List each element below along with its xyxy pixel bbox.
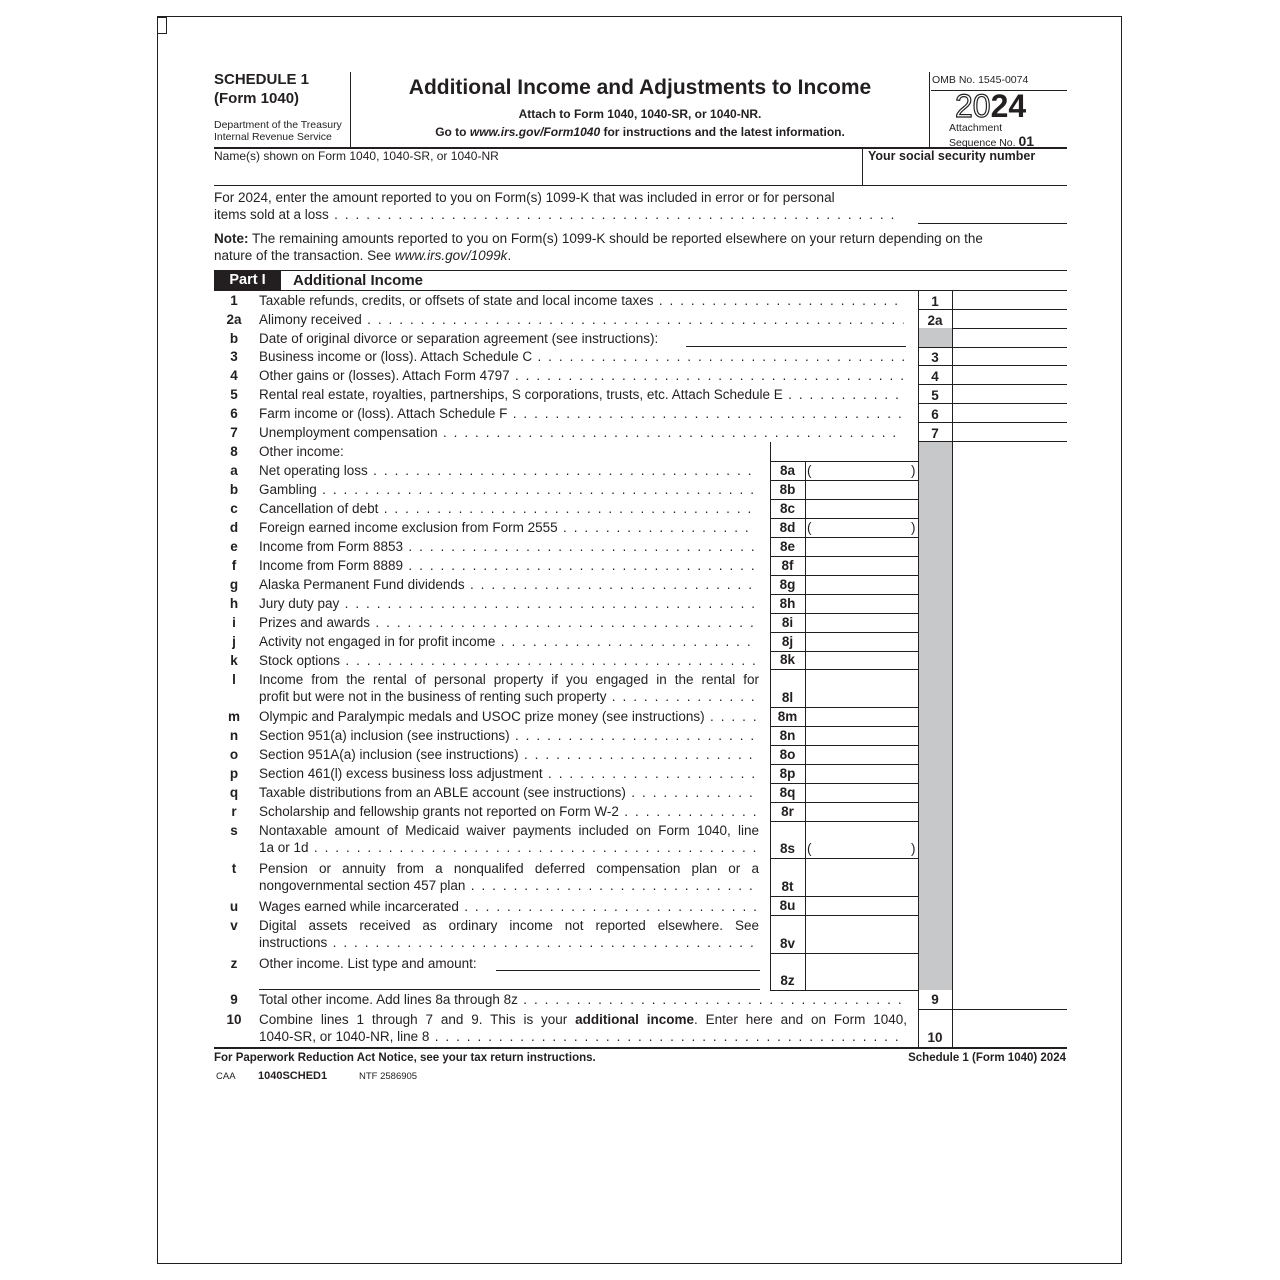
line-8t-box: 8t [781, 879, 794, 894]
line-8c-text [259, 501, 756, 517]
line-10-text [259, 1012, 907, 1028]
line-8o-number: o [229, 747, 239, 762]
divorce-date-input[interactable] [686, 330, 906, 346]
line-3-text [259, 349, 904, 365]
line-2a-box: 2a [927, 313, 943, 328]
line-7-number: 7 [230, 425, 238, 440]
line-8f-number: f [231, 558, 237, 573]
line-8p-box: 8p [779, 766, 796, 781]
line-8d-text [259, 520, 756, 536]
form-bottom-rule [214, 1047, 1067, 1049]
line-8t-text2 [259, 878, 756, 894]
line-8z-amount[interactable] [806, 972, 917, 989]
line-8z-box: 8z [780, 973, 795, 988]
line-8d-label: Foreign earned income exclusion from Form 2555 [259, 520, 558, 535]
line-8-number: 8 [230, 444, 238, 459]
line-8k-text [259, 653, 756, 669]
year-light: 20 [955, 88, 991, 124]
line-8u-label: Wages earned while incarcerated [259, 899, 459, 914]
line-5-label: Rental real estate, royalties, partnerships, S corporations, trusts, etc. Attach Schedule E [259, 387, 783, 402]
line-8n-amount[interactable] [806, 727, 917, 744]
line-b-number: b [229, 331, 239, 346]
part1-badge: Part I [214, 271, 281, 290]
line-8u-box: 8u [779, 898, 796, 913]
line-8b-box: 8b [779, 482, 796, 497]
note-line2 [214, 248, 511, 263]
line-8s-box: 8s [779, 841, 796, 856]
line-1-box: 1 [931, 294, 939, 309]
line-8f-text [259, 558, 756, 574]
line-3-number: 3 [230, 349, 238, 364]
line-8v-label2: instructions [259, 935, 328, 950]
goto-instruction [352, 125, 928, 139]
line-8l-label2: profit but were not in the business of renting such property [259, 689, 607, 704]
line-8v-rule [770, 953, 918, 954]
line-8b-amount[interactable] [806, 481, 917, 498]
k-notice-line2-text: items sold at a loss [214, 207, 329, 222]
line-8h-text [259, 596, 756, 612]
box-col-right-rule [952, 290, 953, 442]
line-8p-number: p [229, 766, 239, 781]
line-10-box: 10 [927, 1030, 943, 1045]
line-8v-number: v [230, 918, 238, 933]
line-8i-label: Prizes and awards [259, 615, 371, 630]
line-8t-label2: nongovernmental section 457 plan [259, 878, 466, 893]
other-income-type-rule [496, 970, 760, 971]
line-10-label2: 1040-SR, or 1040-NR, line 8 [259, 1029, 430, 1044]
line-3-box: 3 [931, 350, 939, 365]
line-9-label: Total other income. Add lines 8a through 8z [259, 992, 518, 1007]
line-8j-label: Activity not engaged in for profit income [259, 634, 496, 649]
line-8q-amount[interactable] [806, 784, 917, 801]
line-8i-number: i [232, 615, 236, 630]
k-amount-rule [918, 223, 1067, 224]
open-paren: ( [807, 463, 812, 478]
line-8o-text [259, 747, 756, 763]
form-title: Additional Income and Adjustments to Income [408, 76, 872, 99]
line-8b-text [259, 482, 756, 498]
line-8j-text [259, 634, 756, 650]
form-code: 1040SCHED1 [258, 1070, 328, 1082]
line-8g-number: g [229, 577, 239, 592]
line-8n-text [259, 728, 756, 744]
line-2a-number: 2a [226, 312, 242, 327]
line-10-number: 10 [226, 1012, 242, 1027]
line-1-number: 1 [230, 293, 238, 308]
1099k-link[interactable]: www.irs.gov/1099k [394, 248, 508, 263]
line-8t-number: t [231, 861, 237, 876]
line-8m-text [259, 709, 756, 725]
line-8a-amount[interactable] [806, 462, 917, 479]
line-8g-amount[interactable] [806, 576, 917, 593]
k-amount-input[interactable] [918, 203, 1066, 223]
shade-right-rule [952, 442, 953, 1047]
line-8n-box: 8n [779, 728, 796, 743]
line-8q-label: Taxable distributions from an ABLE account (see instructions) [259, 785, 626, 800]
sequence-number: 01 [1018, 133, 1035, 149]
line-8z-label: Other income. List type and amount: [259, 956, 477, 971]
line-8v-text2 [259, 935, 756, 951]
box-col-left-rule [918, 290, 919, 442]
line-8q-number: q [229, 785, 239, 800]
line-8a-number: a [230, 463, 238, 478]
line-8c-box: 8c [779, 501, 796, 516]
line-8h-amount[interactable] [806, 595, 917, 612]
line-2a-text [259, 312, 904, 328]
k-notice-line1: For 2024, enter the amount reported to you on Form(s) 1099-K that was included in error or for personal [214, 190, 835, 205]
name-label: Name(s) shown on Form 1040, 1040-SR, or 1040-NR [214, 149, 499, 163]
header-divider-left [350, 72, 351, 147]
sequence-text: Sequence No. [949, 137, 1016, 149]
line-1-text [259, 293, 904, 309]
tax-year [955, 88, 1026, 124]
line-7-label: Unemployment compensation [259, 425, 438, 440]
line-5-text [259, 387, 904, 403]
form-label: (Form 1040) [214, 90, 300, 107]
line-8z-number: z [230, 956, 238, 971]
line-8f-label: Income from Form 8889 [259, 558, 404, 573]
line-8k-label: Stock options [259, 653, 341, 668]
line-8n-label: Section 951(a) inclusion (see instructions) [259, 728, 510, 743]
line-8o-box: 8o [779, 747, 796, 762]
line-2a-label: Alimony received [259, 312, 362, 327]
line-8s-rule [770, 858, 918, 859]
line-8t-text [259, 861, 759, 877]
line-8u-amount[interactable] [806, 897, 917, 914]
line-10-text2 [259, 1029, 904, 1045]
line-1-label: Taxable refunds, credits, or offsets of state and local income taxes [259, 293, 654, 308]
ssn-label: Your social security number [868, 149, 1036, 163]
line-8p-text [259, 766, 756, 782]
line-8r-amount[interactable] [806, 803, 917, 820]
line-8a-label: Net operating loss [259, 463, 368, 478]
line-4-number: 4 [230, 368, 238, 383]
close-paren: ) [911, 520, 916, 535]
other-income-type-input[interactable] [496, 954, 760, 970]
line-8s-number: s [230, 823, 238, 838]
line-10-text-b: . Enter here and on Form 1040, [694, 1012, 907, 1027]
line-8i-box: 8i [781, 615, 794, 630]
line-6-amount[interactable] [953, 404, 1066, 421]
line-2a-amount[interactable] [953, 310, 1066, 327]
line-8j-number: j [232, 634, 236, 649]
line-6-label: Farm income or (loss). Attach Schedule F [259, 406, 508, 421]
line-8i-text [259, 615, 756, 631]
line-b-text [259, 331, 689, 347]
line-5-amount[interactable] [953, 385, 1066, 402]
line-6-box: 6 [931, 407, 939, 422]
line-10-text-bold: additional income [575, 1012, 695, 1027]
line-8t-label: Pension or annuity from a nonqualifed deferred compensation plan or a [259, 861, 759, 876]
line-8p-amount[interactable] [806, 765, 917, 782]
line-8o-label: Section 951A(a) inclusion (see instructions) [259, 747, 519, 762]
line-8r-text [259, 804, 756, 820]
shaded-cell-2b [919, 328, 952, 347]
name-row-rule [214, 185, 1067, 186]
goto-prefix: Go to [435, 125, 470, 139]
line-8e-text [259, 539, 756, 555]
line-8d-amount[interactable] [806, 519, 917, 536]
line-8h-number: h [229, 596, 239, 611]
line-8i-amount[interactable] [806, 614, 917, 631]
line-8g-box: 8g [779, 577, 796, 592]
k-notice-line2 [214, 207, 902, 223]
line-8m-amount[interactable] [806, 708, 917, 725]
line-7-text [259, 425, 904, 441]
line-8e-label: Income from Form 8853 [259, 539, 404, 554]
ssn-input[interactable] [868, 163, 1065, 184]
line-8s-amount[interactable] [806, 840, 917, 857]
close-paren: ) [911, 463, 916, 478]
line-4-box: 4 [931, 369, 939, 384]
line-10-amount[interactable] [953, 1010, 1066, 1046]
note-label: Note: [214, 231, 249, 246]
line-8b-number: b [229, 482, 239, 497]
line-8m-box: 8m [777, 709, 798, 724]
line-8k-rule [770, 669, 918, 670]
line-8k-amount[interactable] [806, 651, 917, 668]
other-income-list-rule [259, 989, 760, 990]
shaded-column-8 [919, 442, 952, 990]
name-input[interactable] [214, 163, 860, 184]
line-8e-amount[interactable] [806, 538, 917, 555]
goto-suffix: for instructions and the latest information. [600, 125, 845, 139]
line-8p-label: Section 461(l) excess business loss adjustment [259, 766, 543, 781]
line-8l-text [259, 672, 759, 688]
name-ssn-divider [862, 148, 863, 185]
line-8v-box: 8v [779, 936, 796, 951]
line-9-text [259, 992, 904, 1008]
year-bold: 24 [990, 88, 1027, 124]
line-4-label: Other gains or (losses). Attach Form 4797 [259, 368, 510, 383]
line-8z-text [259, 956, 495, 972]
line-8o-amount[interactable] [806, 746, 917, 763]
form1040-link[interactable]: www.irs.gov/Form1040 [469, 125, 601, 139]
line-8m-label: Olympic and Paralympic medals and USOC prize money (see instructions) [259, 709, 705, 724]
line-9-box: 9 [931, 992, 939, 1007]
line-8a-text [259, 463, 756, 479]
caa-code: CAA [216, 1071, 236, 1082]
omb-number: OMB No. 1545-0074 [932, 74, 1029, 86]
line-8g-text [259, 577, 756, 593]
line-8l-number: l [232, 672, 236, 687]
line-8v-text [259, 918, 759, 934]
line-8s-text2 [259, 840, 756, 856]
paperwork-notice: For Paperwork Reduction Act Notice, see your tax return instructions. [214, 1052, 596, 1064]
sub-box-mid-rule [805, 461, 806, 990]
line-8-label: Other income: [259, 444, 344, 459]
line-8r-label: Scholarship and fellowship grants not reported on Form W-2 [259, 804, 619, 819]
divorce-date-rule [686, 346, 906, 347]
line-6-number: 6 [230, 406, 238, 421]
line-8l-text2 [259, 689, 756, 705]
line-8z-rule [770, 990, 918, 991]
line-8e-box: 8e [779, 539, 796, 554]
line-10-text-a: Combine lines 1 through 7 and 9. This is your [259, 1012, 576, 1027]
line-8t-amount[interactable] [806, 878, 917, 895]
line-9-amount[interactable] [953, 991, 1066, 1008]
schedule-reference: Schedule 1 (Form 1040) 2024 [908, 1052, 1066, 1064]
line-b-label: Date of original divorce or separation agreement (see instructions): [259, 331, 659, 346]
line-8-text [259, 444, 689, 460]
note-text: The remaining amounts reported to you on Form(s) 1099-K should be reported elsewhere on your return depending on the [248, 231, 983, 246]
line-9-number: 9 [230, 992, 238, 1007]
dept-line2: Internal Revenue Service [214, 131, 332, 143]
line-8q-text [259, 785, 756, 801]
line-8j-amount[interactable] [806, 633, 917, 650]
dept-line1: Department of the Treasury [214, 119, 342, 131]
corner-mark [157, 17, 167, 34]
line-5-box: 5 [931, 388, 939, 403]
line-7-box: 7 [931, 426, 939, 441]
line-8s-label: Nontaxable amount of Medicaid waiver payments included on Form 1040, line [259, 823, 759, 838]
line-8u-rule [770, 915, 918, 916]
line-4-text [259, 368, 904, 384]
line-6-text [259, 406, 904, 422]
line-8n-number: n [229, 728, 239, 743]
header-divider-right [929, 72, 930, 147]
line-8c-number: c [230, 501, 238, 516]
line-8r-box: 8r [781, 804, 794, 819]
line-8f-amount[interactable] [806, 557, 917, 574]
line-7-amount[interactable] [953, 423, 1066, 440]
line-8h-box: 8h [779, 596, 796, 611]
attachment-label: Attachment [949, 122, 1003, 134]
line-8s-label2: 1a or 1d [259, 840, 309, 855]
line-8u-text [259, 899, 756, 915]
line-8a-box: 8a [779, 463, 796, 478]
line-8s-text [259, 823, 759, 839]
line-8l-label: Income from the rental of personal property if you engaged in the rental for [259, 672, 759, 687]
open-paren: ( [807, 520, 812, 535]
line-8v-amount[interactable] [806, 935, 917, 952]
sub-box-top-rule [770, 461, 918, 462]
note-line2-prefix: nature of the transaction. See [214, 248, 395, 263]
line-8k-number: k [230, 653, 238, 668]
line-8c-label: Cancellation of debt [259, 501, 379, 516]
line-3-label: Business income or (loss). Attach Schedule C [259, 349, 533, 364]
close-paren: ) [911, 841, 916, 856]
line-8q-box: 8q [779, 785, 796, 800]
line-8f-box: 8f [781, 558, 794, 573]
line-8u-number: u [229, 899, 239, 914]
line-8b-label: Gambling [259, 482, 317, 497]
part1-title-rule [214, 290, 1067, 291]
line-8c-amount[interactable] [806, 500, 917, 517]
open-paren: ( [807, 841, 812, 856]
attach-instruction: Attach to Form 1040, 1040-SR, or 1040-NR. [518, 107, 762, 121]
line-8m-number: m [227, 709, 240, 724]
line-8l-amount[interactable] [806, 689, 917, 706]
line-8e-number: e [230, 539, 238, 554]
line-8d-box: 8d [779, 520, 796, 535]
line-8v-label: Digital assets received as ordinary income not reported elsewhere. See [259, 918, 759, 933]
note-line1 [214, 231, 983, 246]
shade-left-rule [918, 442, 919, 1047]
line-8g-label: Alaska Permanent Fund dividends [259, 577, 465, 592]
line-8d-number: d [229, 520, 239, 535]
line-8j-box: 8j [781, 634, 794, 649]
ntf-code: NTF 2586905 [359, 1071, 418, 1082]
line-8h-label: Jury duty pay [259, 596, 340, 611]
note-line2-suffix: . [507, 248, 512, 263]
line-4-amount[interactable] [953, 366, 1066, 383]
line-8k-box: 8k [779, 652, 796, 667]
part1-title: Additional Income [293, 272, 424, 289]
line-1-amount[interactable] [953, 291, 1066, 308]
line-3-amount[interactable] [953, 347, 1066, 364]
line-8l-box: 8l [781, 690, 794, 705]
sub-box-left-rule [770, 442, 771, 990]
line-8r-rule [770, 821, 918, 822]
line-5-number: 5 [230, 387, 238, 402]
schedule-label: SCHEDULE 1 [214, 71, 310, 88]
line-8r-number: r [231, 804, 237, 819]
